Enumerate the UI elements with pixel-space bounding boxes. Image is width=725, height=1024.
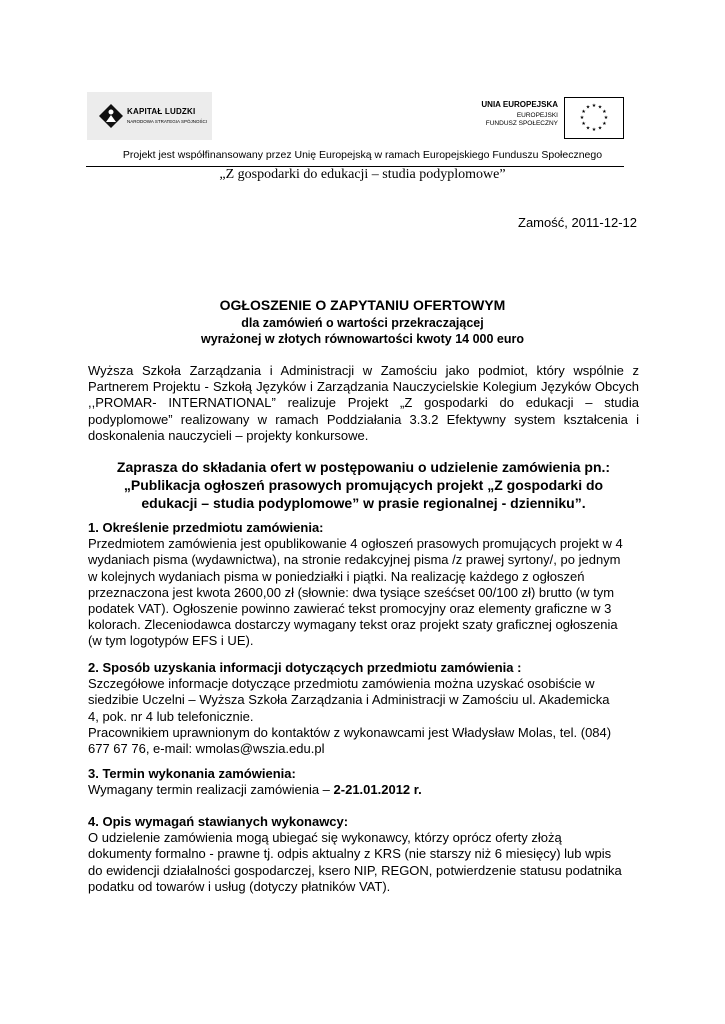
deadline-value: 2-21.01.2012 r. xyxy=(333,782,422,798)
deadline-label: Wymagany termin realizacji zamówienia – xyxy=(88,782,334,798)
section-information xyxy=(88,660,648,757)
svg-text:★: ★ xyxy=(585,104,591,111)
section-subject xyxy=(88,520,648,650)
eu-logo-line3: FUNDUSZ SPOŁECZNY xyxy=(485,120,558,127)
svg-text:★: ★ xyxy=(602,121,607,127)
section-heading: 4. Opis wymagań stawianych wykonawcy: xyxy=(88,814,349,829)
eu-flag-icon xyxy=(564,97,624,139)
section-line: podatek VAT). Ogłoszenie powinno zawierać tekst promocyjny oraz elementy graficzne w 3 xyxy=(88,601,612,617)
section-requirements xyxy=(88,814,648,895)
invitation-line-2: „Publikacja ogłoszeń prasowych promujących projekt „Z gospodarki do xyxy=(123,477,604,493)
section-line: w kolejnych wydaniach pisma w poniedziałki i piątki. Na realizację każdego z ogłoszeń xyxy=(88,568,585,584)
section-line: do ewidencji działalności gospodarczej, ksero NIP, REGON, potwierdzenie statusu podatnika xyxy=(88,862,622,878)
section-line: podatku od towarów i usług (dotyczy płatników VAT). xyxy=(88,878,391,894)
section-line: O udzielenie zamówienia mogą ubiegać się wykonawcy, którzy oprócz oferty złożą xyxy=(88,830,562,846)
svg-text:★: ★ xyxy=(603,115,609,121)
eu-logo-line1: UNIA EUROPEJSKA xyxy=(481,100,558,109)
project-title: „Z gospodarki do edukacji – studia podyplomowe” xyxy=(219,167,506,182)
intro-paragraph: Wyższa Szkoła Zarządzania i Administracji w Zamościu jako podmiot, który wspólnie z Partnerem Projektu - Szkołą Języków i Zarządzania Nauczycielskie Kolegium Języków Obcych ,,PROMAR- INTERNATIONAL” realizuje Projekt „Z gospodarki do edukacji – studia podyplomowe” realizowany w ramach Poddziałania 3.3.2 Efektywny system kształcenia i doskonalenia nauczycieli – projekty konkursowe. xyxy=(88,363,639,443)
svg-text:★: ★ xyxy=(579,115,585,121)
kapital-ludzki-emblem-icon xyxy=(97,102,125,130)
eu-logo-line2: EUROPEJSKI xyxy=(516,112,558,119)
section-line: 4, pok. nr 4 lub telefonicznie. xyxy=(88,708,254,724)
section-line: siedzibie Uczelni – Wyższa Szkoła Zarządzania i Administracji w Zamościu ul. Akademicka xyxy=(88,692,610,708)
svg-text:★: ★ xyxy=(602,109,607,115)
section-heading: 2. Sposób uzyskania informacji dotyczących przedmiotu zamówienia : xyxy=(88,660,522,675)
section-line: (w tym logotypów EFS i UE). xyxy=(88,633,254,649)
svg-text:★: ★ xyxy=(581,109,586,115)
svg-text:★: ★ xyxy=(597,104,603,111)
announcement-subtitle-1: dla zamówień o wartości przekraczającej xyxy=(241,316,484,330)
deadline-text xyxy=(88,782,648,798)
invitation-line-3: edukacji – studia podyplomowe” w prasie regionalnej - dzienniku”. xyxy=(141,495,586,511)
svg-text:★: ★ xyxy=(585,125,591,132)
eu-logo-text xyxy=(470,100,558,128)
section-heading: 3. Termin wykonania zamówienia: xyxy=(88,766,296,781)
section-deadline xyxy=(88,766,648,798)
svg-text:★: ★ xyxy=(581,121,586,127)
announcement-title: OGŁOSZENIE O ZAPYTANIU OFERTOWYM xyxy=(219,297,506,313)
section-heading: 1. Określenie przedmiotu zamówienia: xyxy=(88,520,324,535)
section-line: Przedmiotem zamówienia jest opublikowanie 4 ogłoszeń prasowych promujących projekt w 4 xyxy=(88,536,623,552)
section-line: Szczegółowe informacje dotyczące przedmiotu zamówienia można uzyskać osobiście w xyxy=(88,676,595,692)
svg-text:★: ★ xyxy=(597,125,603,132)
svg-text:★: ★ xyxy=(591,103,597,109)
svg-text:★: ★ xyxy=(591,127,597,133)
invitation-heading xyxy=(88,458,639,512)
section-line: 677 67 76, e-mail: wmolas@wszia.edu.pl xyxy=(88,741,325,757)
section-line: Pracownikiem uprawnionym do kontaktów z wykonawcami jest Władysław Molas, tel. (084) xyxy=(88,724,612,740)
cofinancing-note: Projekt jest współfinansowany przez Unię Europejską w ramach Europejskiego Funduszu Społecznego xyxy=(122,149,603,161)
kapital-ludzki-title: KAPITAŁ LUDZKI xyxy=(127,107,196,116)
section-line: dokumenty formalno - prawne tj. odpis aktualny z KRS (nie starszy niż 6 miesięcy) lub wpis xyxy=(88,846,612,862)
document-date: Zamość, 2011-12-12 xyxy=(518,215,637,230)
section-line: kolorach. Zleceniodawca dostarczy wymagany tekst oraz projekt szaty graficznej ogłoszenia xyxy=(88,617,618,633)
section-line: przeznaczona jest kwota 2600,00 zł (słownie: dwa tysiące sześćset 00/100 zł) brutto (w tym xyxy=(88,584,615,600)
announcement-subtitle-2: wyrażonej w złotych równowartości kwoty 14 000 euro xyxy=(200,332,524,346)
kapital-ludzki-logo xyxy=(87,92,212,140)
section-line: wydaniach pisma (wydawnictwa), na stronie redakcyjnej pisma /z prawej syrtony/, po jednym xyxy=(88,552,621,568)
kapital-ludzki-subtitle: NARODOWA STRATEGIA SPÓJNOŚCI xyxy=(127,119,208,124)
invitation-line-1: Zaprasza do składania ofert w postępowaniu o udzielenie zamówienia pn.: xyxy=(116,459,611,475)
